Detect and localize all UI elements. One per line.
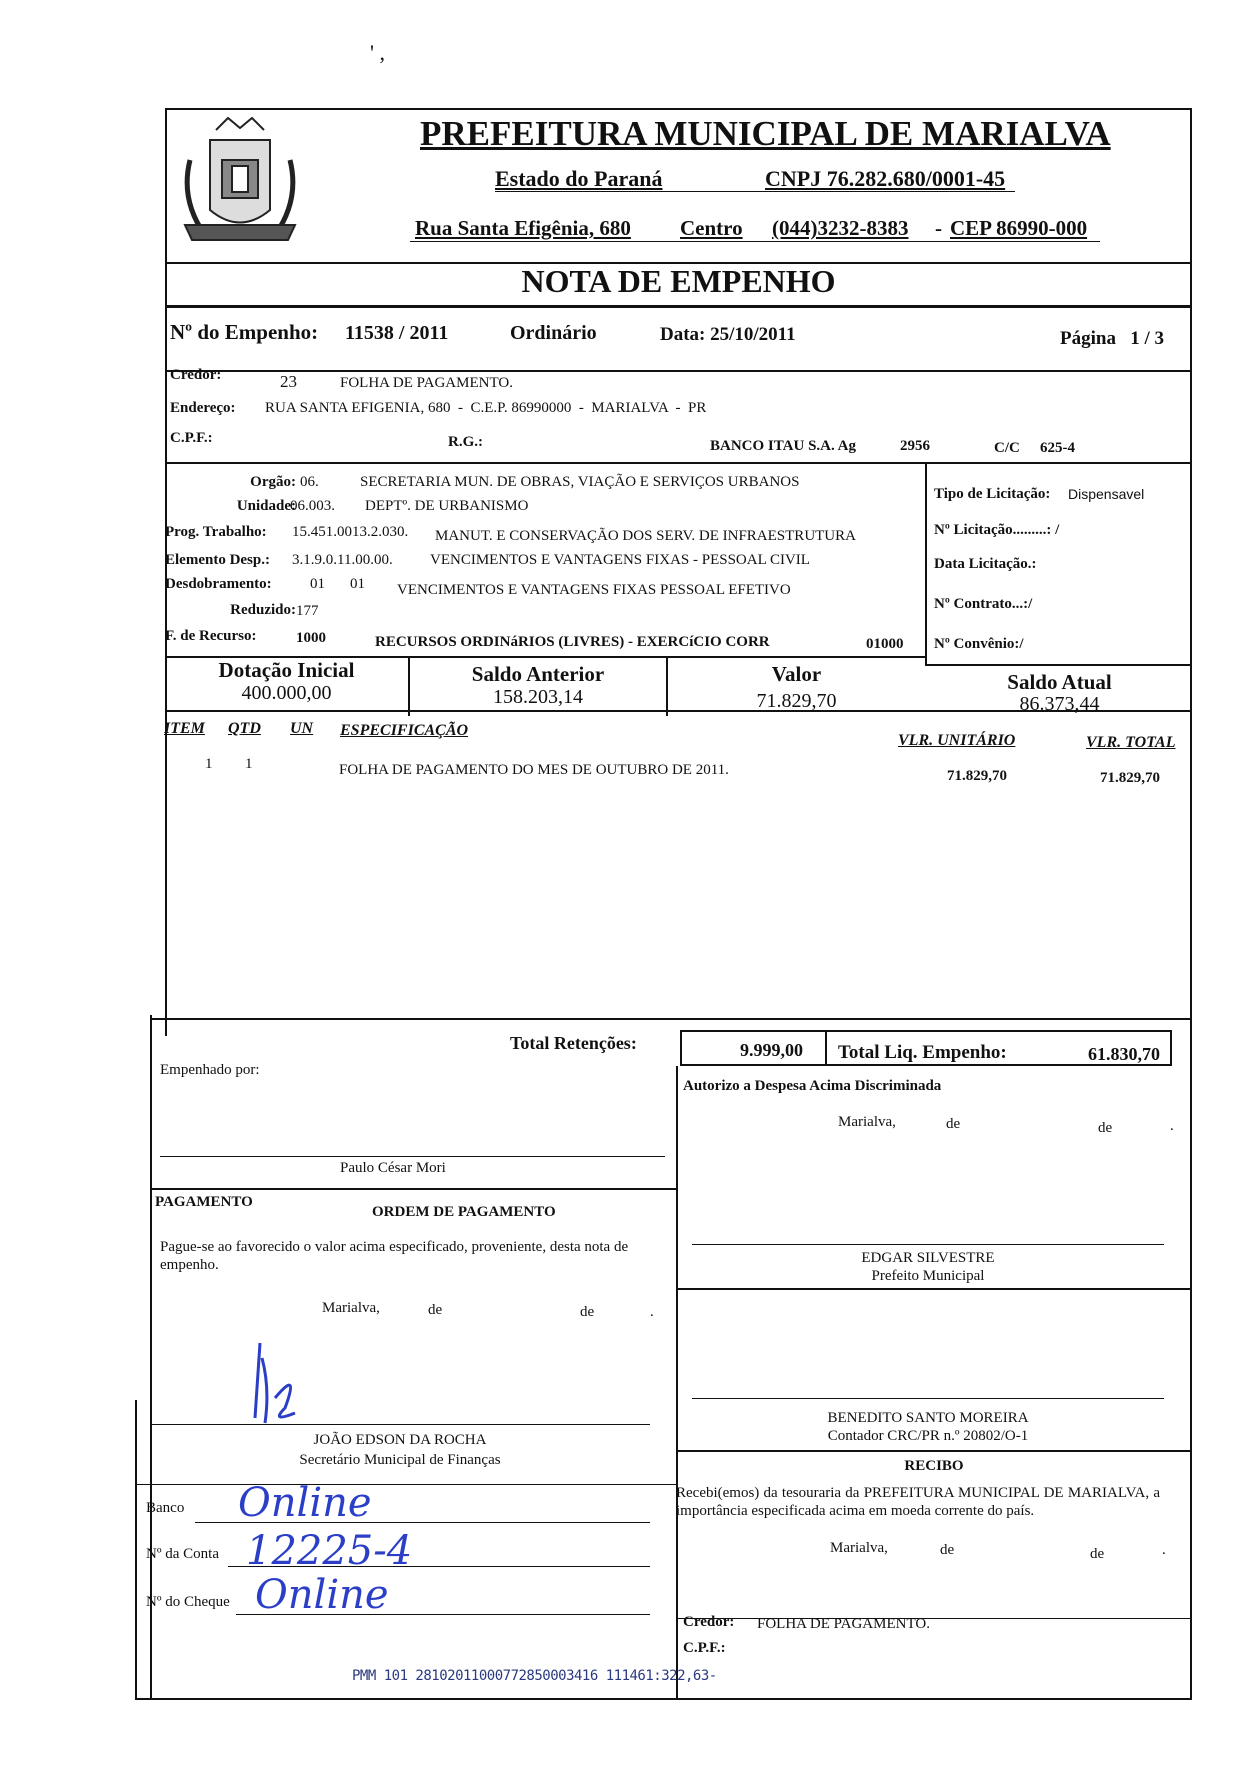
col-especificacao: ESPECIFICAÇÃO xyxy=(340,722,469,739)
retencoes-label: Total Retenções: xyxy=(510,1033,637,1053)
secretario-name: JOÃO EDSON DA ROCHA xyxy=(313,1432,487,1448)
secretario-signature xyxy=(240,1338,330,1428)
recibo-text: Recebi(emos) da tesouraria da PREFEITURA MUNICIPAL DE MARIALVA, a importância especificada acima em moeda corrente do país. xyxy=(676,1485,1160,1519)
desdobramento-label: Desdobramento: xyxy=(165,576,272,592)
header-street: Rua Santa Efigênia, 680 xyxy=(415,216,631,240)
desdobramento-code2: 01 xyxy=(350,576,365,592)
prog-name: MANUT. E CONSERVAÇÃO DOS SERV. DE INFRAESTRUTURA xyxy=(435,528,856,544)
licitacao-data: Data Licitação.: xyxy=(934,556,1037,572)
col-vlr-total: VLR. TOTAL xyxy=(1086,734,1176,751)
empenho-type: Ordinário xyxy=(510,322,597,344)
elemento-label: Elemento Desp.: xyxy=(165,552,270,568)
saldo-atual-value: 86.373,44 xyxy=(1019,693,1100,715)
ordem-pagamento: ORDEM DE PAGAMENTO xyxy=(372,1204,556,1220)
saldo-atual-label: Saldo Atual xyxy=(1007,670,1112,694)
scan-marks: ' , xyxy=(370,40,385,65)
licitacao-tipo: Dispensavel xyxy=(1068,486,1145,502)
credor-agency: 2956 xyxy=(900,438,930,454)
prog-code: 15.451.0013.2.030. xyxy=(292,524,409,540)
row-vlr-total: 71.829,70 xyxy=(1100,770,1160,786)
pagamento-label: PAGAMENTO xyxy=(155,1194,253,1210)
credor-label: Credor: xyxy=(170,367,222,383)
col-item: ITEM xyxy=(164,720,205,737)
dotacao-label: Dotação Inicial xyxy=(218,658,355,682)
empenho-number: 11538 / 2011 xyxy=(345,322,449,344)
recurso-code: 1000 xyxy=(296,630,326,646)
footer-cpf-label: C.P.F.: xyxy=(683,1640,726,1656)
banco-label: Banco xyxy=(146,1500,185,1516)
header-phone: (044)3232-8383 xyxy=(772,216,909,240)
bottom-stamp: PMM 101 28102011000772850003416 111461:322,63- xyxy=(352,1668,717,1684)
col-qtd: QTD xyxy=(228,720,261,737)
address-label: Endereço: xyxy=(170,400,236,416)
autorizo-city: Marialva, xyxy=(838,1114,896,1130)
credor-bank: BANCO ITAU S.A. Ag xyxy=(710,438,856,454)
desdobramento-name: VENCIMENTOS E VANTAGENS FIXAS PESSOAL EFETIVO xyxy=(397,582,791,598)
unidade-code: 06.003. xyxy=(290,498,335,514)
dotacao-value: 400.000,00 xyxy=(241,682,332,704)
licitacao-numero: Nº Licitação.........: / xyxy=(934,522,1060,538)
header-cnpj: CNPJ 76.282.680/0001-45 xyxy=(765,166,1006,191)
credor-address: RUA SANTA EFIGENIA, 680 - C.E.P. 86990000 - MARIALVA - PR xyxy=(265,400,707,416)
cheque-label: Nº do Cheque xyxy=(146,1594,230,1610)
recibo-city: Marialva, xyxy=(830,1540,888,1556)
contador-name: BENEDITO SANTO MOREIRA xyxy=(827,1410,1029,1426)
page-number: Página 1 / 3 xyxy=(1060,328,1164,349)
header-district: Centro xyxy=(680,216,743,240)
elemento-code: 3.1.9.0.11.00.00. xyxy=(292,552,393,568)
retencoes-value: 9.999,00 xyxy=(740,1040,803,1060)
autorizo-text: Autorizo a Despesa Acima Discriminada xyxy=(683,1078,942,1094)
autorizo-de2: de xyxy=(1098,1120,1113,1136)
row-item: 1 xyxy=(205,756,213,772)
recibo-dot: . xyxy=(1162,1542,1166,1558)
conta-label: Nº da Conta xyxy=(146,1546,219,1562)
pagamento-de2: de xyxy=(580,1304,595,1320)
reduzido-value: 177 xyxy=(296,603,319,619)
autorizo-de1: de xyxy=(946,1116,961,1132)
recibo-title: RECIBO xyxy=(904,1458,964,1474)
prefeito-name: EDGAR SILVESTRE xyxy=(861,1250,995,1266)
row-vlr-unitario: 71.829,70 xyxy=(947,768,1007,784)
liq-label: Total Liq. Empenho: xyxy=(838,1042,1007,1063)
rg-label: R.G.: xyxy=(448,434,483,450)
row-especificacao: FOLHA DE PAGAMENTO DO MES DE OUTUBRO DE 2011. xyxy=(339,762,729,778)
header-separator: - xyxy=(935,216,942,240)
recurso-name: RECURSOS ORDINáRIOS (LIVRES) - EXERCíCIO CORR xyxy=(375,634,770,650)
credor-name: FOLHA DE PAGAMENTO. xyxy=(340,375,513,391)
doc-title: NOTA DE EMPENHO xyxy=(521,263,836,299)
prefeito-role: Prefeito Municipal xyxy=(871,1268,985,1284)
liq-value: 61.830,70 xyxy=(1088,1044,1160,1064)
credor-account: 625-4 xyxy=(1040,440,1075,456)
pagamento-city: Marialva, xyxy=(322,1300,380,1316)
banco-handwritten: Online xyxy=(238,1480,372,1526)
header-state: Estado do Paraná xyxy=(495,166,663,191)
orgao-name: SECRETARIA MUN. DE OBRAS, VIAÇÃO E SERVIÇOS URBANOS xyxy=(360,474,800,490)
prog-label: Prog. Trabalho: xyxy=(165,524,267,540)
col-vlr-unitario: VLR. UNITÁRIO xyxy=(898,732,1016,749)
conta-handwritten: 12225-4 xyxy=(246,1528,413,1574)
unidade-name: DEPTº. DE URBANISMO xyxy=(365,498,529,514)
licitacao-contrato: Nº Contrato...:/ xyxy=(934,596,1033,612)
empenho-number-label: Nº do Empenho: xyxy=(170,320,319,344)
elemento-name: VENCIMENTOS E VANTAGENS FIXAS - PESSOAL CIVIL xyxy=(430,552,810,568)
row-qtd: 1 xyxy=(245,756,253,772)
unidade-label: Unidade: xyxy=(236,498,296,514)
header-cep: CEP 86990-000 xyxy=(950,216,1088,240)
credor-code: 23 xyxy=(280,372,297,391)
valor-label: Valor xyxy=(771,662,822,686)
coat-of-arms-logo xyxy=(170,100,310,260)
secretario-role: Secretário Municipal de Finanças xyxy=(299,1452,501,1468)
saldo-anterior-value: 158.203,14 xyxy=(493,686,583,708)
orgao-label: Orgão: xyxy=(250,474,296,490)
orgao-code: 06. xyxy=(300,474,319,490)
licitacao-convenio: Nº Convênio:/ xyxy=(934,636,1024,652)
autorizo-dot: . xyxy=(1170,1118,1174,1134)
cpf-label: C.P.F.: xyxy=(170,430,213,446)
recibo-de2: de xyxy=(1090,1546,1105,1562)
licitacao-tipo-label: Tipo de Licitação: xyxy=(934,486,1051,502)
desdobramento-code1: 01 xyxy=(310,576,325,592)
empenhado-name: Paulo César Mori xyxy=(340,1160,446,1176)
pagamento-dot: . xyxy=(650,1304,654,1320)
footer-credor-name: FOLHA DE PAGAMENTO. xyxy=(757,1616,930,1632)
pagamento-de1: de xyxy=(428,1302,443,1318)
recurso-code2: 01000 xyxy=(866,636,904,652)
reduzido-label: Reduzido: xyxy=(230,602,296,618)
header-title: PREFEITURA MUNICIPAL DE MARIALVA xyxy=(420,114,1111,153)
saldo-anterior-label: Saldo Anterior xyxy=(471,662,605,686)
recibo-de1: de xyxy=(940,1542,955,1558)
recurso-label: F. de Recurso: xyxy=(165,628,257,644)
cheque-handwritten: Online xyxy=(255,1572,389,1618)
footer-credor-label: Credor: xyxy=(683,1614,735,1630)
valor-value: 71.829,70 xyxy=(756,690,837,712)
pague-text: Pague-se ao favorecido o valor acima especificado, proveniente, desta nota de empenho. xyxy=(160,1239,629,1273)
contador-role: Contador CRC/PR n.º 20802/O-1 xyxy=(827,1428,1029,1444)
cc-label: C/C xyxy=(994,440,1020,456)
empenho-date: Data: 25/10/2011 xyxy=(660,324,796,345)
col-un: UN xyxy=(290,720,314,737)
empenhado-por-label: Empenhado por: xyxy=(160,1062,260,1078)
